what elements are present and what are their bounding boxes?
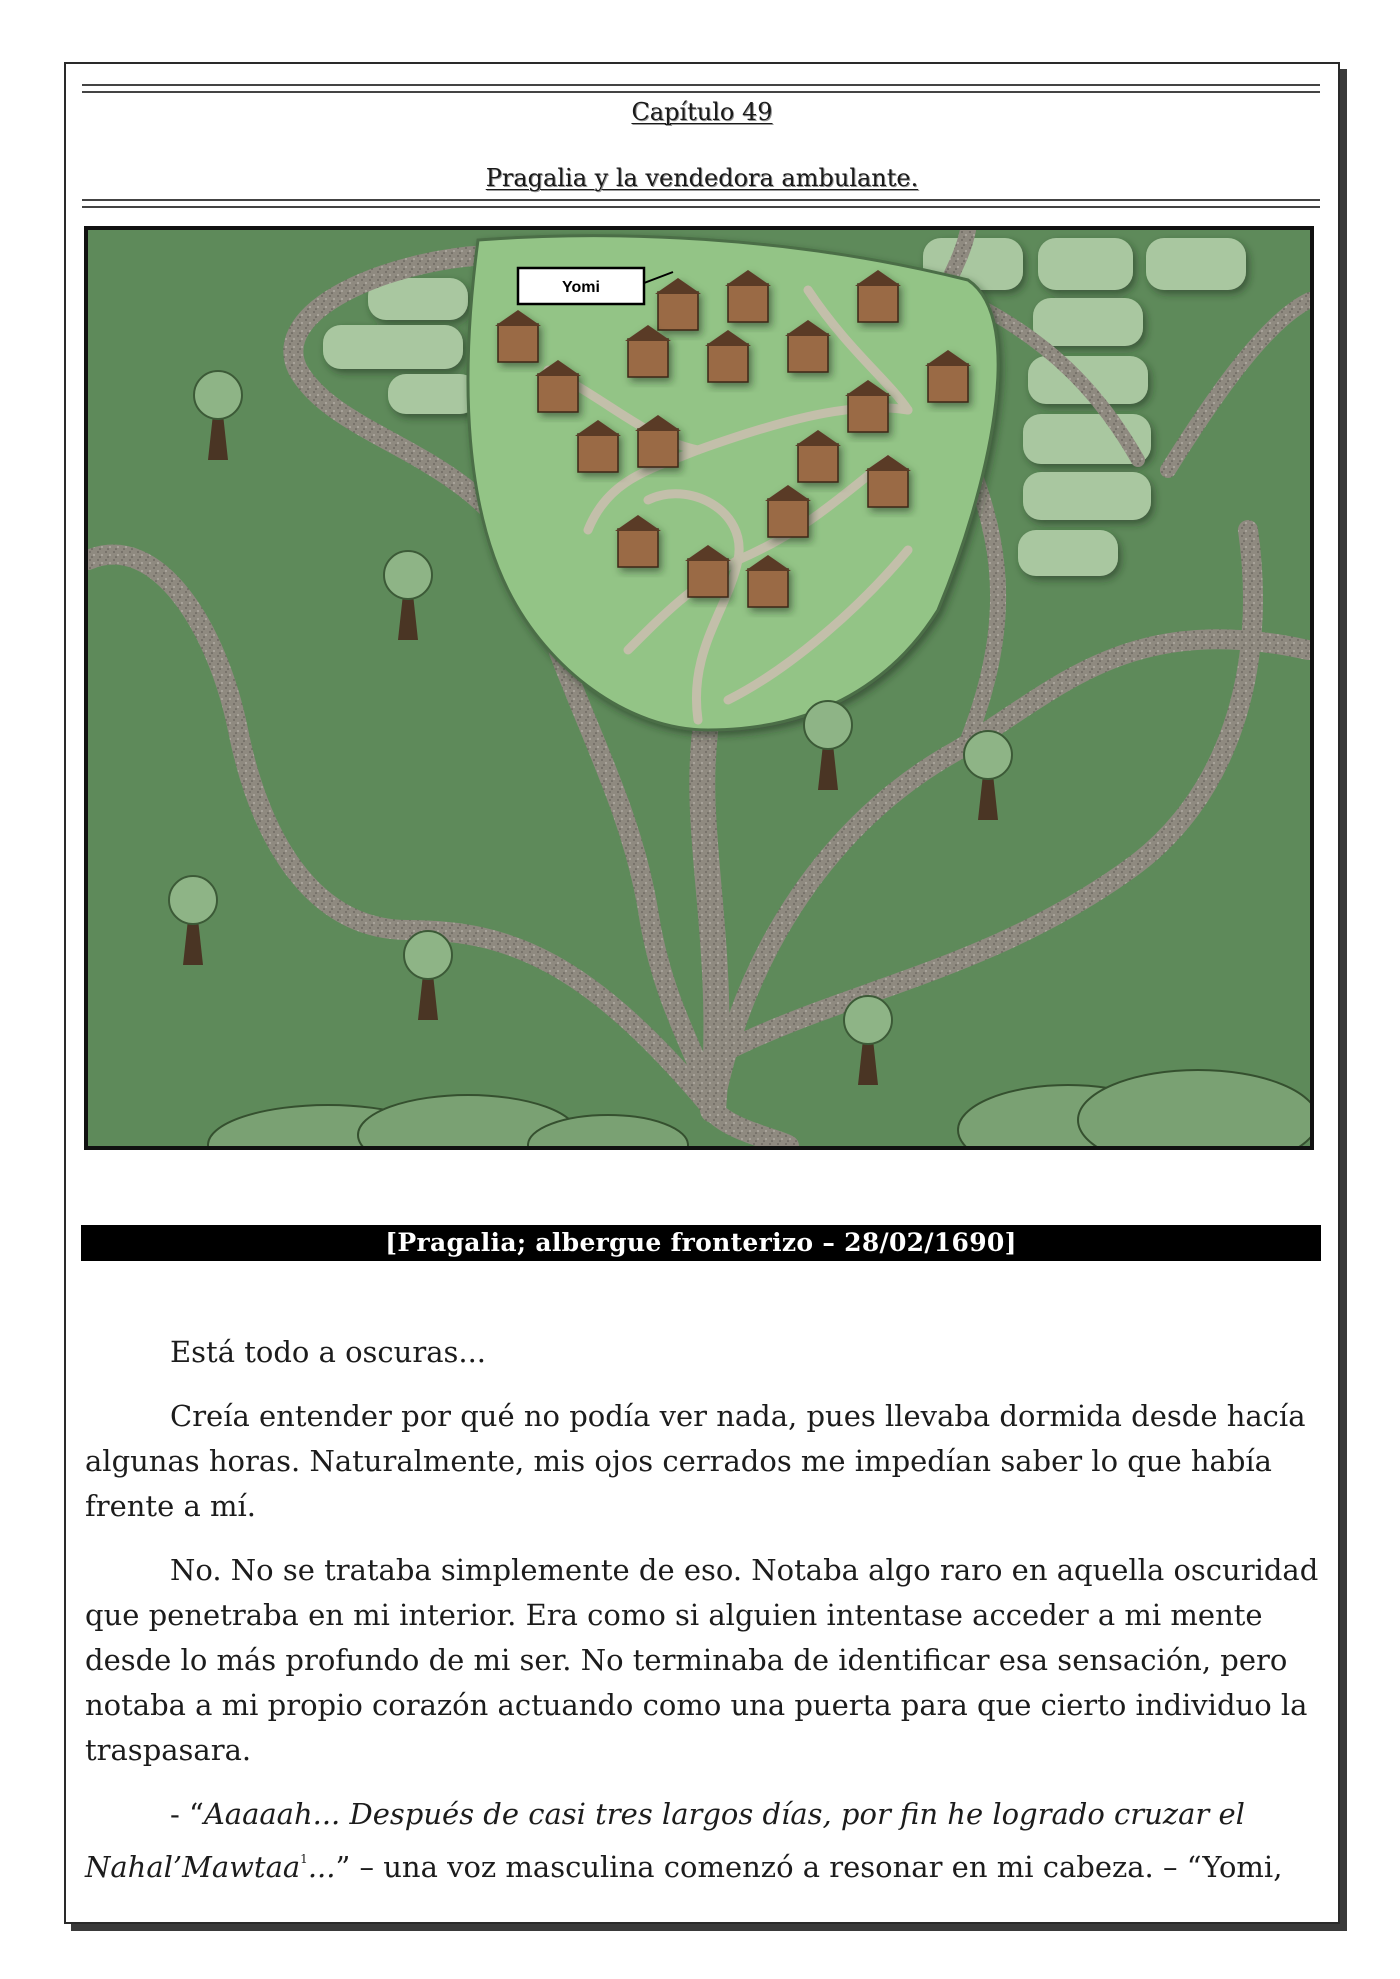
- village-map: [84, 226, 1314, 1150]
- chapter-number: Capítulo 49: [631, 98, 773, 126]
- body-text: [85, 1330, 1320, 1909]
- map-illustration: [88, 230, 1310, 1146]
- paragraph: Está todo a oscuras...: [170, 1335, 487, 1369]
- location-bar: [Pragalia; albergue fronterizo – 28/02/1690]: [81, 1225, 1321, 1261]
- paragraph-dialogue: [85, 1792, 1320, 1890]
- header-rule-top: [82, 84, 1320, 93]
- footnote-ref[interactable]: 1: [300, 1852, 308, 1866]
- paragraph: Creía entender por qué no podía ver nada, pues llevaba dormida desde hacía algunas horas. Naturalmente, mis ojos cerrados me impedían saber lo que había frente a mí.: [85, 1399, 1306, 1523]
- chapter-subtitle: Pragalia y la vendedora ambulante.: [485, 164, 919, 192]
- header-rule-bottom: [82, 199, 1320, 208]
- dialogue-italic-end: ...: [307, 1850, 336, 1884]
- dialogue-italic: Aaaaah... Después de casi tres largos días, por fin he logrado cruzar el Nahal’Mawtaa: [85, 1797, 1245, 1884]
- dialogue-dash: - “: [170, 1797, 204, 1831]
- dialogue-rest: ” – una voz masculina comenzó a resonar en mi cabeza. – “Yomi,: [335, 1850, 1283, 1884]
- marker-label-yomi: Yomi: [562, 279, 600, 296]
- paragraph: No. No se trataba simplemente de eso. Notaba algo raro en aquella oscuridad que penetraba en mi interior. Era como si alguien intentase acceder a mi mente desde lo más profundo de mi ser. No terminaba de identificar esa sensación, pero notaba a mi propio corazón actuando como una puerta para que cierto individuo la traspasara.: [85, 1553, 1319, 1767]
